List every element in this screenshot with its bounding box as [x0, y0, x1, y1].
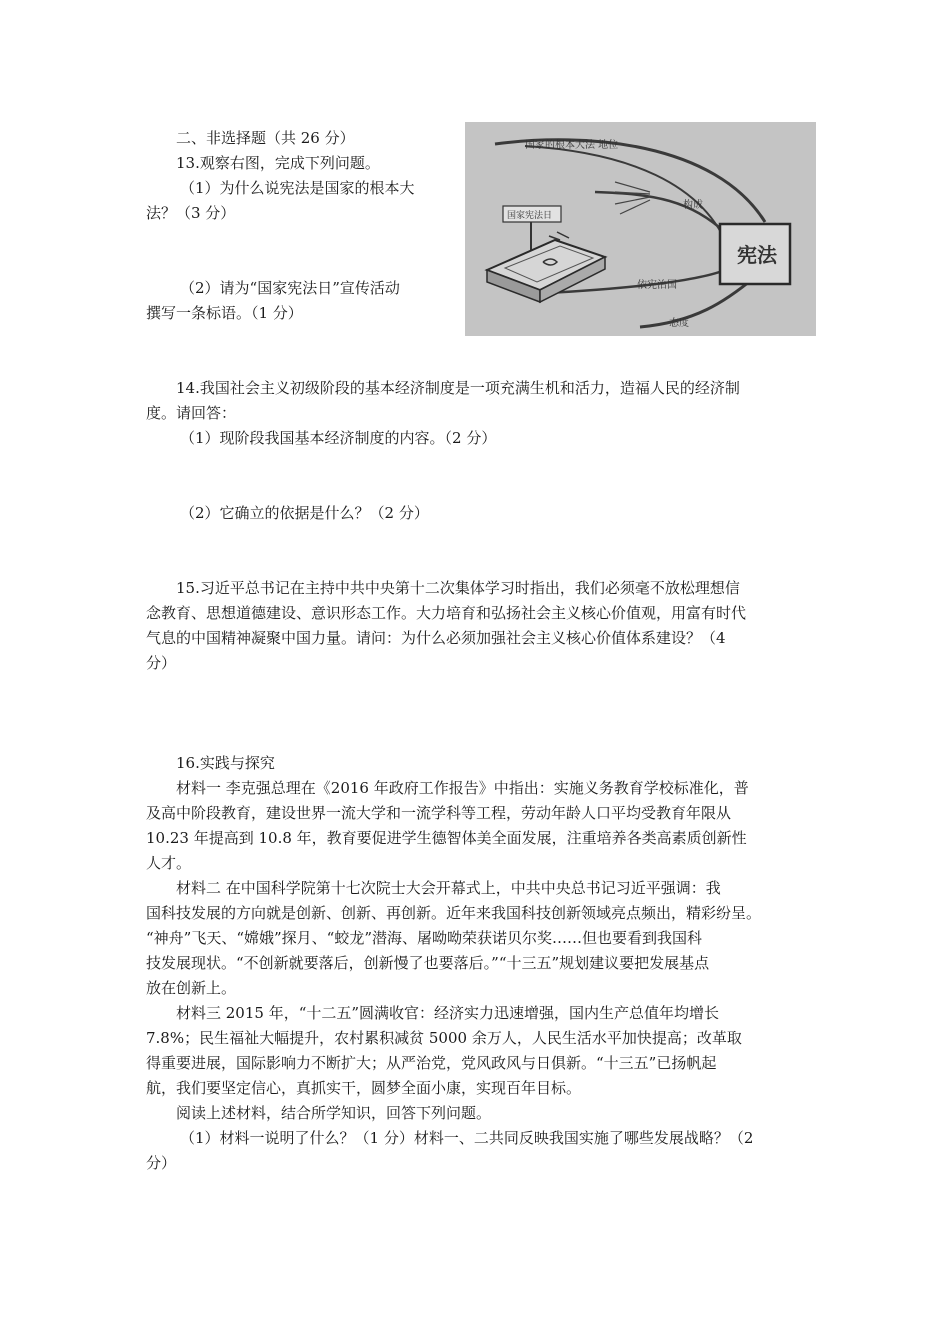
q16-material2-line2: 国科技发展的方向就是创新、创新、再创新。近年来我国科技创新领域亮点频出，精彩纷呈。 — [146, 904, 762, 922]
q13-stem: 13.观察右图，完成下列问题。 — [176, 154, 380, 172]
q16-material2-line4: 技发展现状。“不创新就要落后，创新慢了也要落后。”“十三五”规划建议要把发展基点 — [146, 954, 710, 972]
q15-line2: 念教育、思想道德建设、意识形态工作。大力培育和弘扬社会主义核心价值观，用富有时代 — [146, 604, 747, 622]
branch-mid-label: 构成 — [683, 200, 703, 211]
sign-label: 国家宪法日 — [507, 211, 553, 221]
q16-material1-line1: 材料一 李克强总理在《2016 年政府工作报告》中指出：实施义务教育学校标准化，普 — [176, 779, 749, 797]
center-label: 宪法 — [737, 243, 777, 267]
q14-sub2: （2）它确立的依据是什么？（2 分） — [180, 504, 429, 522]
constitution-mind-map-figure — [465, 122, 816, 336]
q15-line4: 分） — [146, 654, 177, 672]
section-title: 二、非选择题（共 26 分） — [176, 129, 355, 147]
branch-low-label: 依宪治国 — [637, 280, 677, 291]
q16-material3-line4: 航，我们要坚定信心，真抓实干，圆梦全面小康，实现百年目标。 — [146, 1079, 582, 1097]
q16-material3-line2: 7.8%；民生福祉大幅提升，农村累积减贫 5000 余万人，人民生活水平加快提高；改革取 — [146, 1029, 742, 1047]
q15-line1: 15.习近平总书记在主持中共中央第十二次集体学习时指出，我们必须毫不放松理想信 — [176, 579, 740, 597]
q16-title: 16.实践与探究 — [176, 754, 275, 772]
q16-material2-line3: “神舟”飞天、“嫦娥”探月、“蛟龙”潜海、屠呦呦荣获诺贝尔奖……但也要看到我国科 — [146, 929, 703, 947]
q16-material1-line2: 及高中阶段教育，建设世界一流大学和一流学科等工程，劳动年龄人口平均受教育年限从 — [146, 804, 732, 822]
q16-sub1-line1: （1）材料一说明了什么？（1 分）材料一、二共同反映我国实施了哪些发展战略？（2 — [180, 1129, 754, 1147]
q16-read-instruction: 阅读上述材料，结合所学知识，回答下列问题。 — [176, 1104, 492, 1122]
q13-sub1-line2: 法？（3 分） — [146, 204, 236, 222]
q16-material3-line1: 材料三 2015 年，“十二五”圆满收官：经济实力迅速增强，国内生产总值年均增长 — [176, 1004, 720, 1022]
q16-material3-line3: 得重要进展，国际影响力不断扩大；从严治党，党风政风与日俱新。“十三五”已扬帆起 — [146, 1054, 717, 1072]
q13-sub2-line2: 撰写一条标语。（1 分） — [146, 304, 303, 322]
q16-material2-line1: 材料二 在中国科学院第十七次院士大会开幕式上，中共中央总书记习近平强调：我 — [176, 879, 721, 897]
q16-material1-line3: 10.23 年提高到 10.8 年，教育要促进学生德智体美全面发展，注重培养各类高素质创新性 — [146, 829, 747, 847]
q14-line2: 度。请回答： — [146, 404, 237, 422]
q16-material2-line5: 放在创新上。 — [146, 979, 237, 997]
q16-material1-line4: 人才。 — [146, 854, 192, 872]
q13-sub1-line1: （1）为什么说宪法是国家的根本大 — [180, 179, 415, 197]
branch-bottom-label: 态度 — [669, 318, 689, 329]
q15-line3: 气息的中国精神凝聚中国力量。请问：为什么必须加强社会主义核心价值体系建设？（4 — [146, 629, 726, 647]
q14-line1: 14.我国社会主义初级阶段的基本经济制度是一项充满生机和活力，造福人民的经济制 — [176, 379, 740, 397]
q16-sub1-line2: 分） — [146, 1154, 177, 1172]
branch-top-label: 国家的根本大法 地位 — [525, 140, 619, 151]
q14-sub1: （1）现阶段我国基本经济制度的内容。（2 分） — [180, 429, 497, 447]
q13-sub2-line1: （2）请为“国家宪法日”宣传活动 — [180, 279, 400, 297]
